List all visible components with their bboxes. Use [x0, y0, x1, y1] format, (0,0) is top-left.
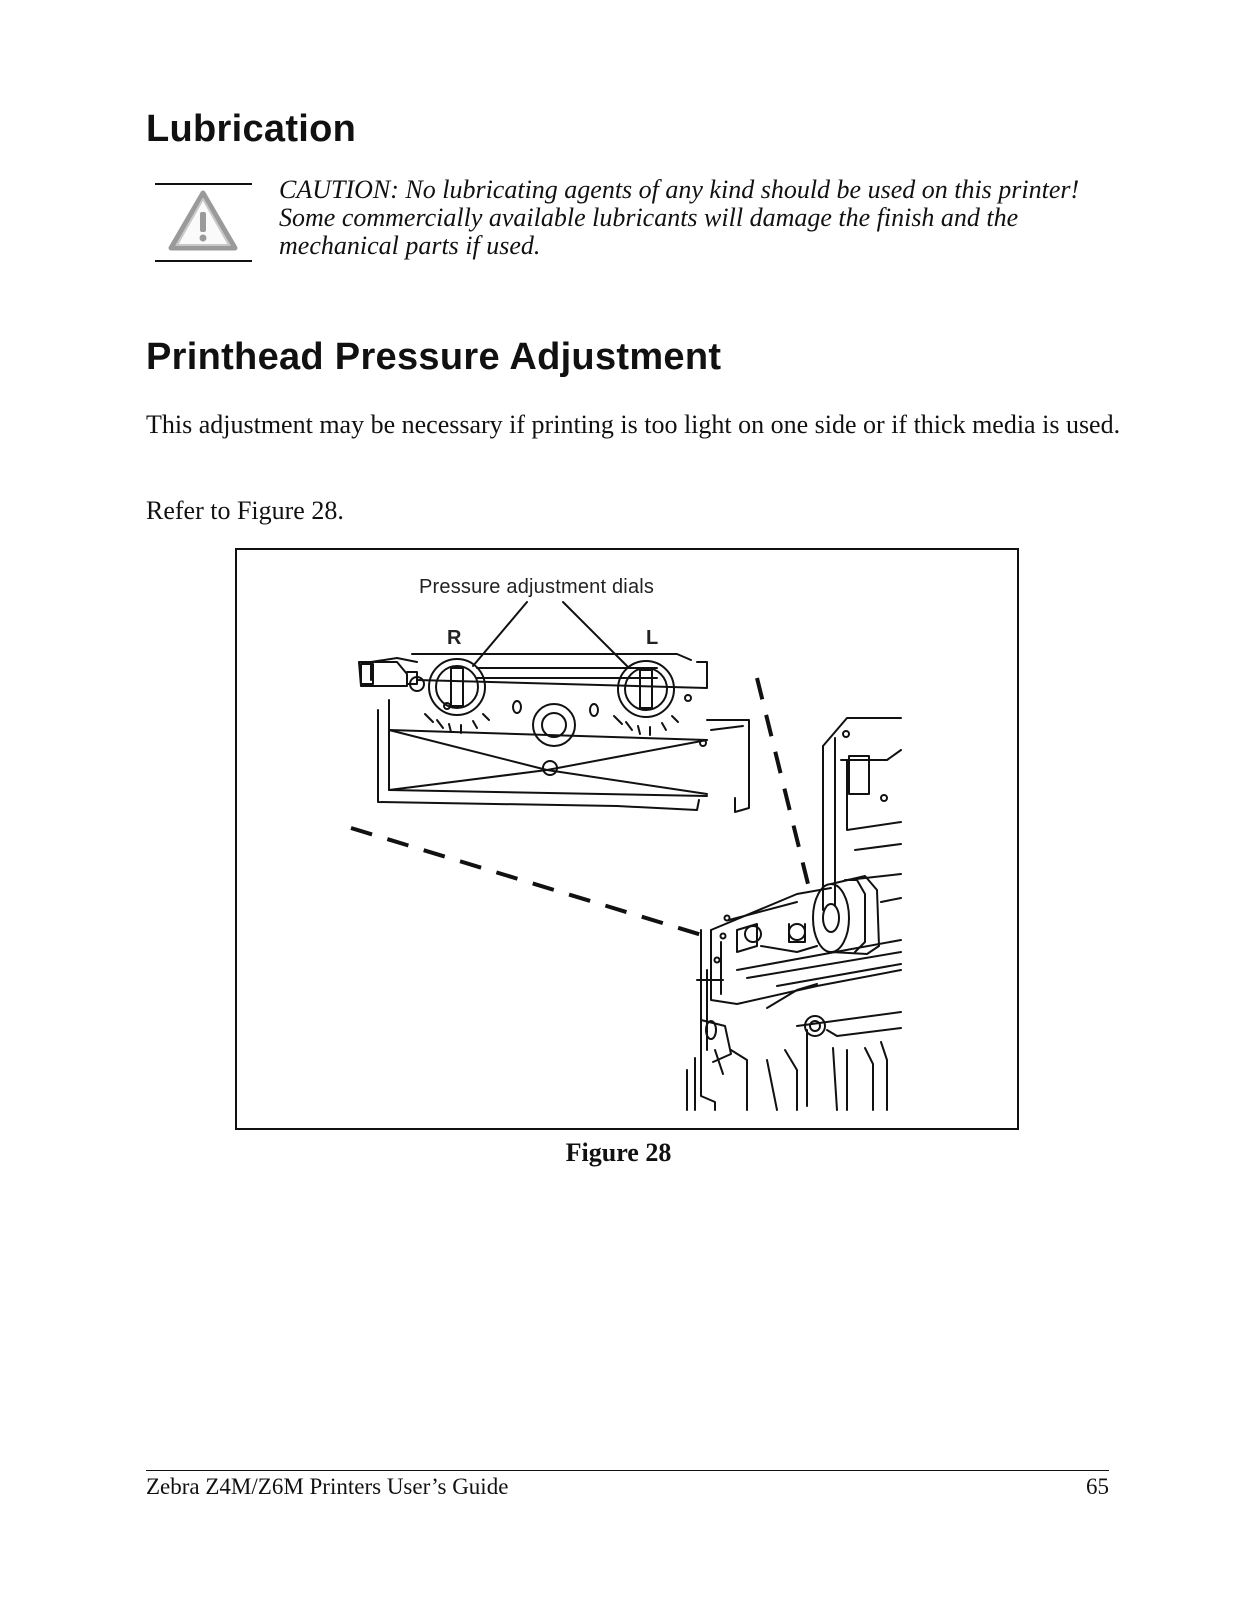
- caution-rule-bottom: [155, 260, 252, 262]
- printer-mechanism-drawing: [237, 550, 1017, 1128]
- figure-callout-label: Pressure adjustment dials: [419, 576, 655, 598]
- section-heading-lubrication: Lubrication: [146, 108, 357, 150]
- footer-title: Zebra Z4M/Z6M Printers User’s Guide: [146, 1474, 509, 1499]
- caution-notice: [155, 176, 1115, 266]
- caution-text: CAUTION: No lubricating agents of any kind should be used on this printer! Some commercially available lubricants will damage the finish and the mechanical parts if used.: [279, 175, 1080, 260]
- figure-label-right: R: [447, 627, 462, 649]
- warning-triangle-icon: [168, 190, 238, 252]
- caution-rule-top: [155, 183, 252, 185]
- body-paragraph-refer: Refer to Figure 28.: [146, 496, 344, 525]
- body-paragraph-intro: This adjustment may be necessary if printing is too light on one side or if thick media is used.: [146, 410, 1121, 439]
- figure-caption: Figure 28: [565, 1138, 672, 1167]
- page-number: 65: [1086, 1474, 1109, 1499]
- figure-label-left: L: [646, 627, 659, 649]
- figure-28-illustration: [235, 548, 1019, 1130]
- section-heading-printhead-pressure: Printhead Pressure Adjustment: [146, 336, 722, 378]
- footer-rule: [146, 1470, 1109, 1471]
